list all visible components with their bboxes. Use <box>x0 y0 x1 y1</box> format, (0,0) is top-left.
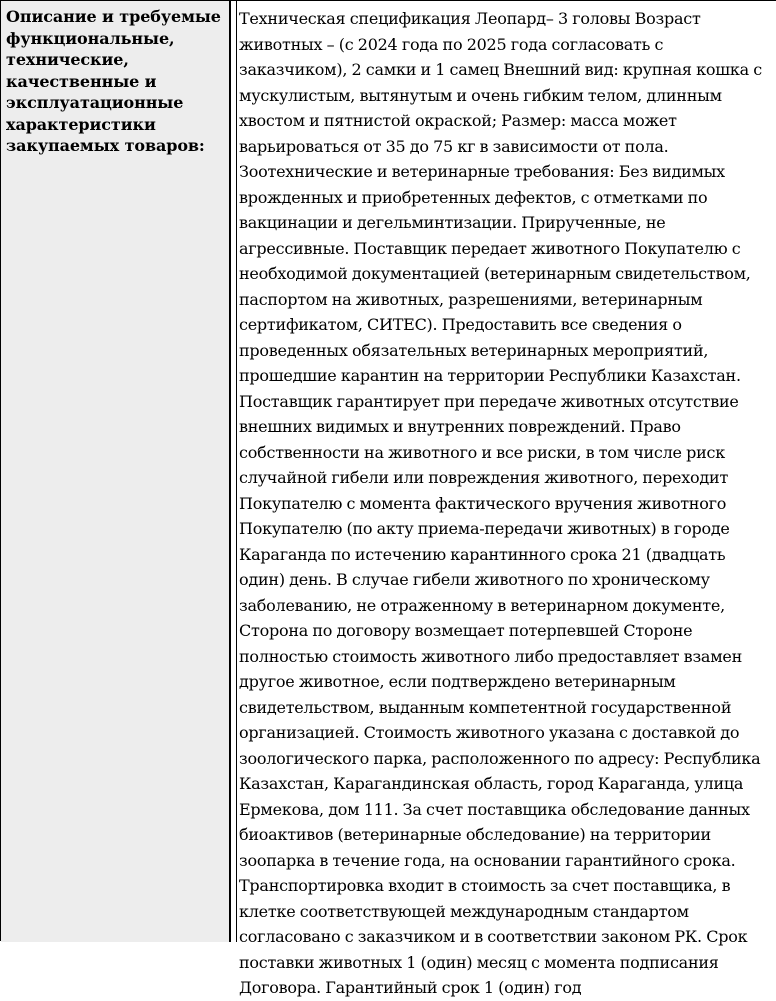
technical-specification-text: Техническая спецификация Леопард– 3 головы Возраст животных – (с 2024 года по 2025 года согласовать с заказчиком), 2 самки и 1 самец Внешний вид: крупная кошка с мускулистым, вытянутым и очень гибким телом, длинным хвостом и пятнистой окраской; Размер: масса может варьироваться от 35 до 75 кг в зависимости от пола. Зоотехнические и ветеринарные требования: Без видимых врожденных и приобретенных дефектов, с отметками по вакцинации и дегельминтизации. Прирученные, не агрессивные. Поставщик передает животного Покупателю с необходимой документацией (ветеринарным свидетельством, паспортом на животных, разрешениями, ветеринарным сертификатом, СИТЕС). Предоставить все сведения о проведенных обязательных ветеринарных мероприятий, прошедшие карантин на территории Республики Казахстан. Поставщик гарантирует при передаче животных отсутствие внешних видимых и внутренних повреждений. Право собственности на животного и все риски, в том числе риск случайной гибели или повреждения животного, переходит Покупателю с момента фактического вручения животного Покупателю (по акту приема-передачи животных) в городе Караганда по истечению карантинного срока 21 (двадцать один) день. В случае гибели животного по хроническому заболеванию, не отраженному в ветеринарном документе, Сторона по договору возмещает потерпевшей Стороне полностью стоимость животного либо предоставляет взамен другое животное, если подтверждено ветеринарным свидетельством, выданным компетентной государственной организацией. Стоимость животного указана с доставкой до зоологического парка, расположенного по адресу: Республика Казахстан, Карагандинская область, город Караганда, улица Ермекова, дом 111. За счет поставщика обследование данных биоактивов (ветеринарные обследование) на территории зоопарка в течение года, на основании гарантийного срока. Транспортировка входит в стоимость за счет поставщика, в клетке соответствующей международным стандартом согласовано с заказчиком и в соответствии законом РК. Срок поставки животных 1 (один) месяц с момента подписания Договора. Гарантийный срок 1 (один) год <box>239 9 762 997</box>
characteristics-label: Описание и требуемые функциональные, технические, качественные и эксплуатационные характеристики закупаемых товаров: <box>6 7 221 155</box>
label-cell <box>1 1 231 942</box>
value-cell <box>237 1 776 997</box>
